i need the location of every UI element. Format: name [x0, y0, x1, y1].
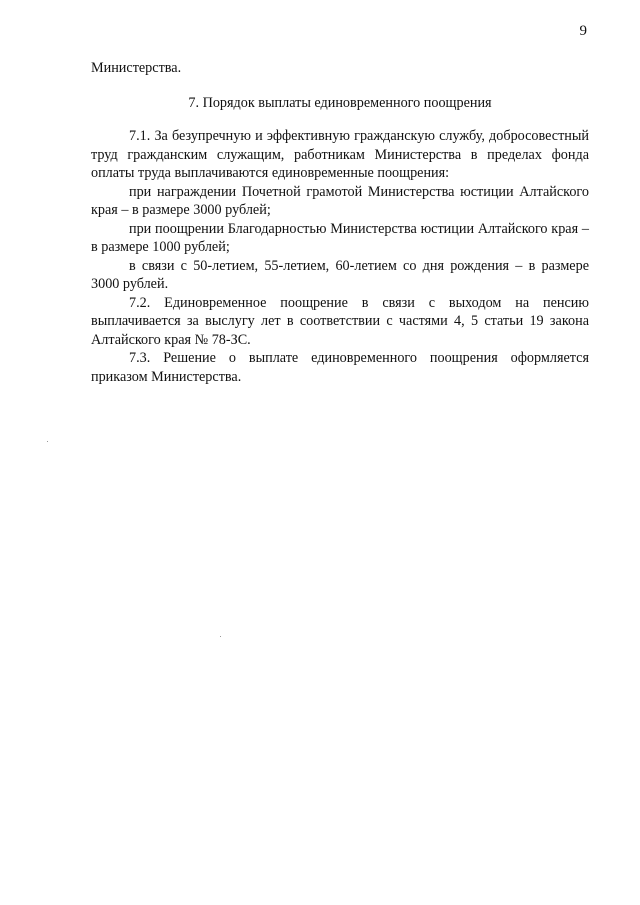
paragraph-anniversary: в связи с 50-летием, 55-летием, 60-летием со дня рождения – в размере 3000 рублей. — [91, 257, 589, 292]
paragraph-7-3: 7.3. Решение о выплате единовременного поощрения оформляется приказом Министерства. — [91, 350, 589, 385]
page-number: 9 — [579, 23, 587, 39]
paragraph-award-certificate: при награждении Почетной грамотой Министерства юстиции Алтайского края – в размере 3000 рублей; — [91, 183, 589, 218]
paragraph-7-1: 7.1. За безупречную и эффективную гражданскую службу, добросовестный труд гражданским служащим, работникам Министерства в пределах фонда оплаты труда выплачиваются единовременные поощрения: — [91, 128, 589, 181]
section-body — [91, 127, 589, 386]
paragraph-gratitude: при поощрении Благодарностью Министерства юстиции Алтайского края – в размере 1000 рублей; — [91, 220, 589, 255]
scan-speck — [47, 441, 48, 442]
continuation-text: Министерства. — [91, 60, 182, 76]
section-heading: 7. Порядок выплаты единовременного поощрения — [188, 95, 492, 111]
paragraph-7-2: 7.2. Единовременное поощрение в связи с выходом на пенсию выплачивается за выслугу лет в соответствии с частями 4, 5 статьи 19 закона Алтайского края № 78-ЗС. — [91, 294, 589, 348]
scan-speck — [220, 636, 221, 637]
